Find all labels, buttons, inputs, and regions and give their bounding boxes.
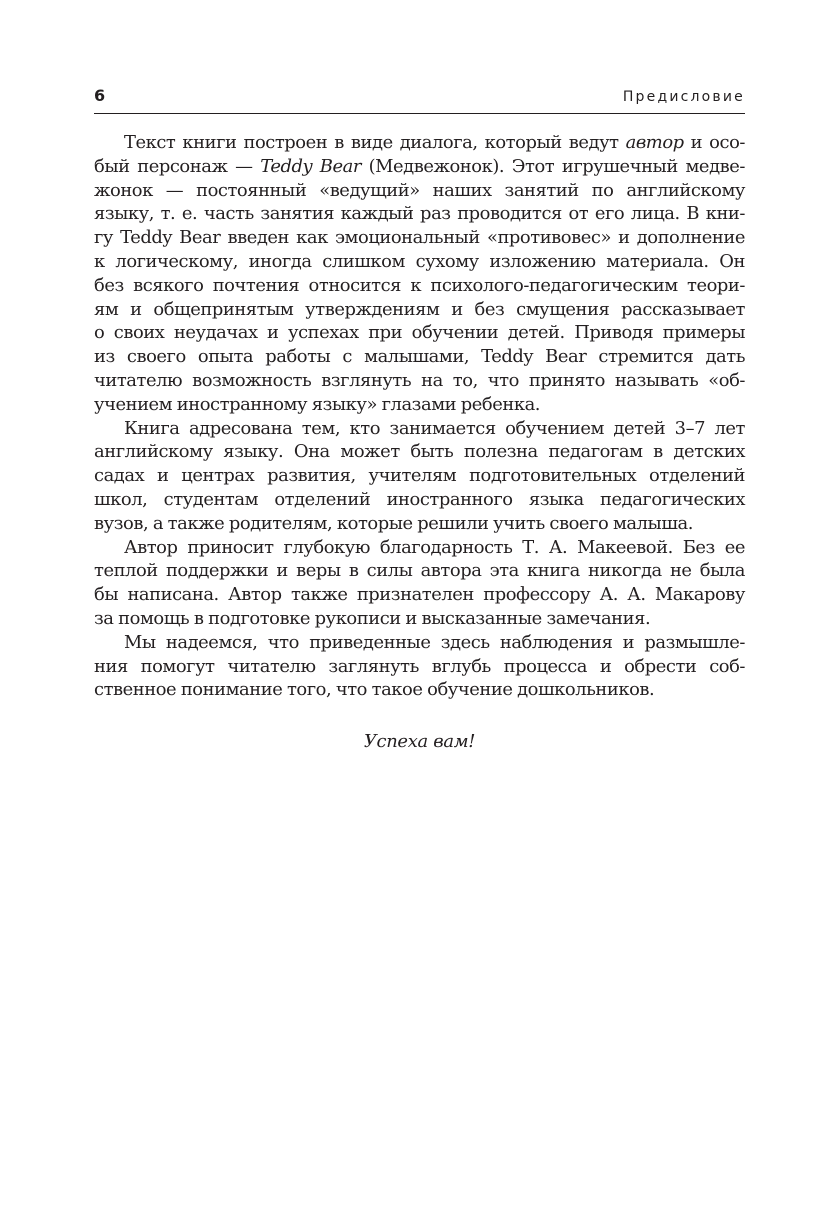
- page-number: 6: [94, 86, 106, 105]
- text-line: Текст книги построен в виде диалога, который ведут автор и осо-: [124, 132, 745, 153]
- text-line: Книга адресована тем, кто занимается обучением детей 3–7 лет: [124, 417, 745, 439]
- paragraph-3: [94, 536, 745, 631]
- text-line: за помощь в подготовке рукописи и высказанные замечания.: [94, 607, 651, 629]
- text-line: языку, т. е. часть занятия каждый раз проводится от его лица. В кни-: [94, 203, 745, 225]
- text-line: бый персонаж — Teddy Bear (Медвежонок). Этот игрушечный медве-: [94, 155, 745, 177]
- paragraph-1: [94, 131, 745, 417]
- text-line: английскому языку. Она может быть полезна педагогам в детских: [94, 441, 745, 463]
- closing-line: Успеха вам!: [363, 731, 476, 752]
- text-line: о своих неудачах и успехах при обучении детей. Приводя примеры: [94, 322, 745, 344]
- paragraph-4: [94, 631, 745, 702]
- text-line: читателю возможность взглянуть на то, что принято называть «об-: [94, 369, 745, 391]
- running-head: Предисловие: [622, 89, 745, 105]
- text-line: жонок — постоянный «ведущий» наших занятий по английскому: [94, 179, 745, 201]
- text-line: из своего опыта работы с малышами, Teddy Bear стремится дать: [94, 346, 745, 368]
- paragraph-2: [94, 417, 745, 536]
- text-line: ственное понимание того, что такое обучение дошкольников.: [94, 679, 655, 701]
- text-line: садах и центрах развития, учителям подготовительных отделений: [94, 465, 745, 487]
- text-line: к логическому, иногда слишком сухому изложению материала. Он: [94, 250, 745, 272]
- text-line: без всякого почтения относится к психолого-педагогическим теори-: [94, 274, 745, 296]
- text-line: Автор приносит глубокую благодарность Т. А. Макеевой. Без ее: [124, 536, 745, 558]
- italic-term: Teddy Bear: [260, 155, 361, 177]
- header-rule: [94, 113, 745, 114]
- body-text: [94, 131, 745, 702]
- text-line: учением иностранному языку» глазами ребенка.: [94, 393, 541, 415]
- text-line: ям и общепринятым утверждениям и без смущения рассказывает: [94, 298, 745, 320]
- text-line: ния помогут читателю заглянуть вглубь процесса и обрести соб-: [94, 655, 745, 677]
- text-line: теплой поддержки и веры в силы автора эта книга никогда не была: [94, 560, 745, 582]
- text-line: гу Teddy Bear введен как эмоциональный «противовес» и дополнение: [94, 227, 745, 249]
- text-line: бы написана. Автор также признателен профессору А. А. Макарову: [94, 584, 745, 606]
- text-line: вузов, а также родителям, которые решили учить своего малыша.: [94, 512, 693, 534]
- text-line: Мы надеемся, что приведенные здесь наблюдения и размышле-: [124, 631, 745, 653]
- italic-term: автор: [625, 132, 684, 153]
- text-line: школ, студентам отделений иностранного языка педагогических: [94, 488, 745, 510]
